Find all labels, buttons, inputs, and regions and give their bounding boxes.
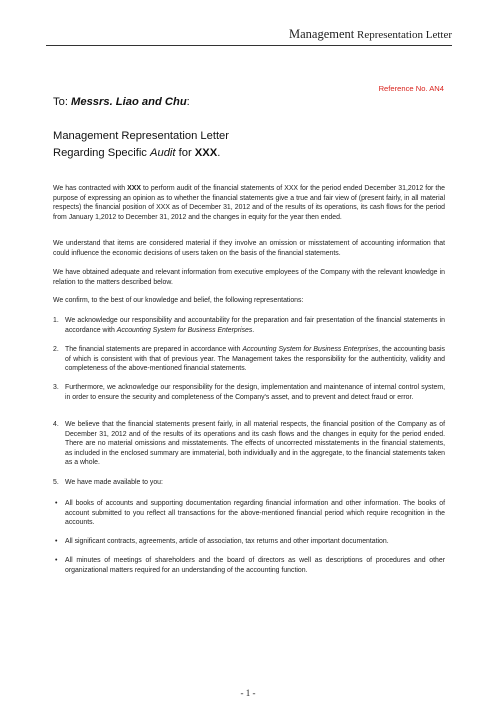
paragraph-information: We have obtained adequate and relevant information from executive employees of the Company with the relevant knowledge in relation to the matters described below. [53,269,445,286]
list-item: We have made available to you: [65,479,163,486]
page-number: - 1 - [240,688,256,698]
bullet-item: All books of accounts and supporting documentation regarding financial information and other information. The books of account submitted to you reflect all transactions for the above-mentioned financial period which require recognition in the accounts. [65,500,445,527]
list-item: We believe that the financial statements present fairly, in all material respects, the financial position of the Company as of December 31, 2012 and of the results of its operations and its cash flows and the changes in equity for the period ended. There are no material omissions and misstatements. The effects of uncorrected misstatements in the financial statements, as included in the enclosed summary are immaterial, both individually and in the aggregate, to the financial statements taken as a whole. [65,421,445,467]
letter-title-line2: Regarding Specific Audit for XXX. [53,147,221,159]
item-number: 4. [53,421,59,428]
list-item: Furthermore, we acknowledge our responsibility for the design, implementation and maintenance of internal control system, in order to ensure the security and completeness of the Company's asset, and to prevent and detect fraud or error. [65,384,445,401]
bullet-item: All minutes of meetings of shareholders and the board of directors as well as descriptions of procedures and other organizational matters required for an understanding of the accounting function. [65,557,445,574]
list-item: We acknowledge our responsibility and accountability for the preparation and fair presentation of the financial statements in accordance with Accounting System for Business Enterprises. [65,317,445,334]
letter-title [53,128,229,162]
salutation [53,96,190,108]
bullet-icon: • [55,538,58,545]
header-title [289,27,452,42]
paragraph-engagement: We has contracted with XXX to perform audit of the financial statements of XXX for the period ended December 31,2012 for the purpose of expressing an opinion as to whether the financial statements give a true and fair view of (present fairly, in all material respects) the financial position of XXX as of December 31, 2012 and of the results of its operations, its cash flows for the period from January 1,2012 to December 31, 2012 and the changes in equity for the year then ended. [53,185,445,221]
header-divider [46,45,452,46]
list-item: The financial statements are prepared in accordance with Accounting System for Business Enterprises, the accounting basis of which is consistent with that of previous year. The Management takes the responsibility for the authenticity, validity and completeness of the above-mentioned financial statements. [65,346,445,373]
header-title-main: Management [288,27,355,41]
bullet-icon: • [55,500,58,507]
paragraph-materiality: We understand that items are considered material if they involve an omission or misstatement of accounting information that could influence the economic decisions of users taken on the basis of the financial statements. [53,240,445,257]
reference-number: Reference No. AN4 [378,84,444,93]
paragraph-confirm: We confirm, to the best of our knowledge and belief, the following representations: [53,297,304,304]
letter-title-line1: Management Representation Letter [53,130,230,142]
header-title-sub: Representation Letter [357,29,452,41]
item-number: 3. [53,384,59,391]
item-number: 5. [53,479,59,486]
bullet-icon: • [55,557,58,564]
salutation-suffix: : [186,96,190,108]
salutation-addressee: Messrs. Liao and Chu [71,96,187,108]
salutation-prefix: To: [53,96,72,108]
item-number: 2. [53,346,59,353]
bullet-item: All significant contracts, agreements, article of association, tax returns and other important documentation. [65,538,389,545]
item-number: 1. [53,317,59,324]
